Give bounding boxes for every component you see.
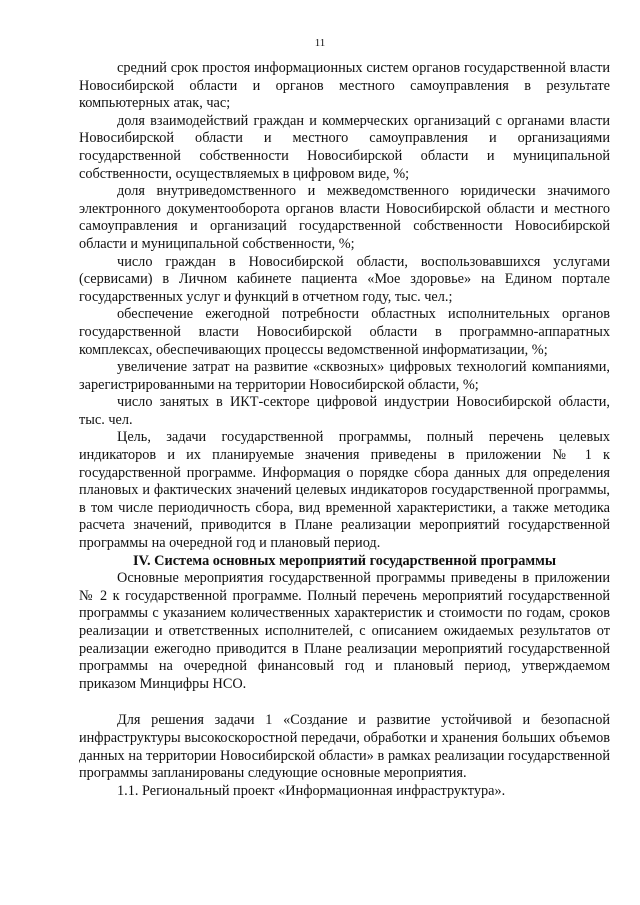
paragraph-patient-cabinet: число граждан в Новосибирской области, воспользовавшихся услугами (сервисами) в Личном кабинете пациента «Мое здоровье» на Едином портале государственных услуг и функций в отчетном году, тыс. чел.;	[79, 253, 610, 305]
paragraph-document-flow: доля внутриведомственного и межведомственного юридически значимого электронного документооборота органов власти Новосибирской области и местного самоуправления и организаций государственной собственности Новосибирской области и муниципальной собственности, %;	[79, 183, 610, 252]
paragraph-downtime: средний срок простоя информационных систем органов государственной власти Новосибирской области и органов местного самоуправления в результате компьютерных атак, час;	[79, 60, 610, 112]
paragraph-goals-indicators: Цель, задачи государственной программы, полный перечень целевых индикаторов и их планируемые значения приведены в приложении № 1 к государственной программе. Информация о порядке сбора данных для определения плановых и фактических значений целевых индикаторов государственной программы, в том числе периодичность сбора, вид временной характеристики, а также методика расчета значений, приводится в Плане реализации мероприятий государственной программы на очередной год и плановый период.	[79, 429, 610, 552]
paragraph-task-one: Для решения задачи 1 «Создание и развитие устойчивой и безопасной инфраструктуры высокоскоростной передачи, обработки и хранения больших объемов данных на территории Новосибирской области» в рамках реализации государственной программы запланированы следующие основные мероприятия.	[79, 712, 610, 782]
document-body	[79, 60, 610, 800]
paragraph-through-technologies: увеличение затрат на развитие «сквозных» цифровых технологий компаниями, зарегистрированными на территории Новосибирской области, %;	[79, 359, 610, 393]
paragraph-regional-project: 1.1. Региональный проект «Информационная инфраструктура».	[117, 782, 506, 799]
paragraph-hardware-needs: обеспечение ежегодной потребности областных исполнительных органов государственной власти Новосибирской области в программно-аппаратных комплексах, обеспечивающих процессы ведомственной информатизации, %;	[79, 306, 610, 358]
paragraph-main-activities: Основные мероприятия государственной программы приведены в приложении № 2 к государственной программе. Полный перечень мероприятий государственной программы с указанием количественных характеристик и стоимости по годам, сроков реализации и ответственных исполнителей, с описанием ожидаемых результатов от реализации ежегодно приводится в Плане реализации мероприятий государственной программы на очередной финансовый год и плановый период, утверждаемом приказом Минцифры НСО.	[79, 570, 610, 692]
paragraph-digital-interactions: доля взаимодействий граждан и коммерческих организаций с органами власти Новосибирской области и местного самоуправления и организациями государственной собственности Новосибирской области и муниципальной собственности, осуществляемых в цифровом виде, %;	[79, 112, 610, 182]
section-heading: IV. Система основных мероприятий государственной программы	[132, 552, 557, 569]
paragraph-ict-employment: число занятых в ИКТ-секторе цифровой индустрии Новосибирской области, тыс. чел.	[79, 394, 610, 428]
page-number: 11	[314, 37, 326, 49]
